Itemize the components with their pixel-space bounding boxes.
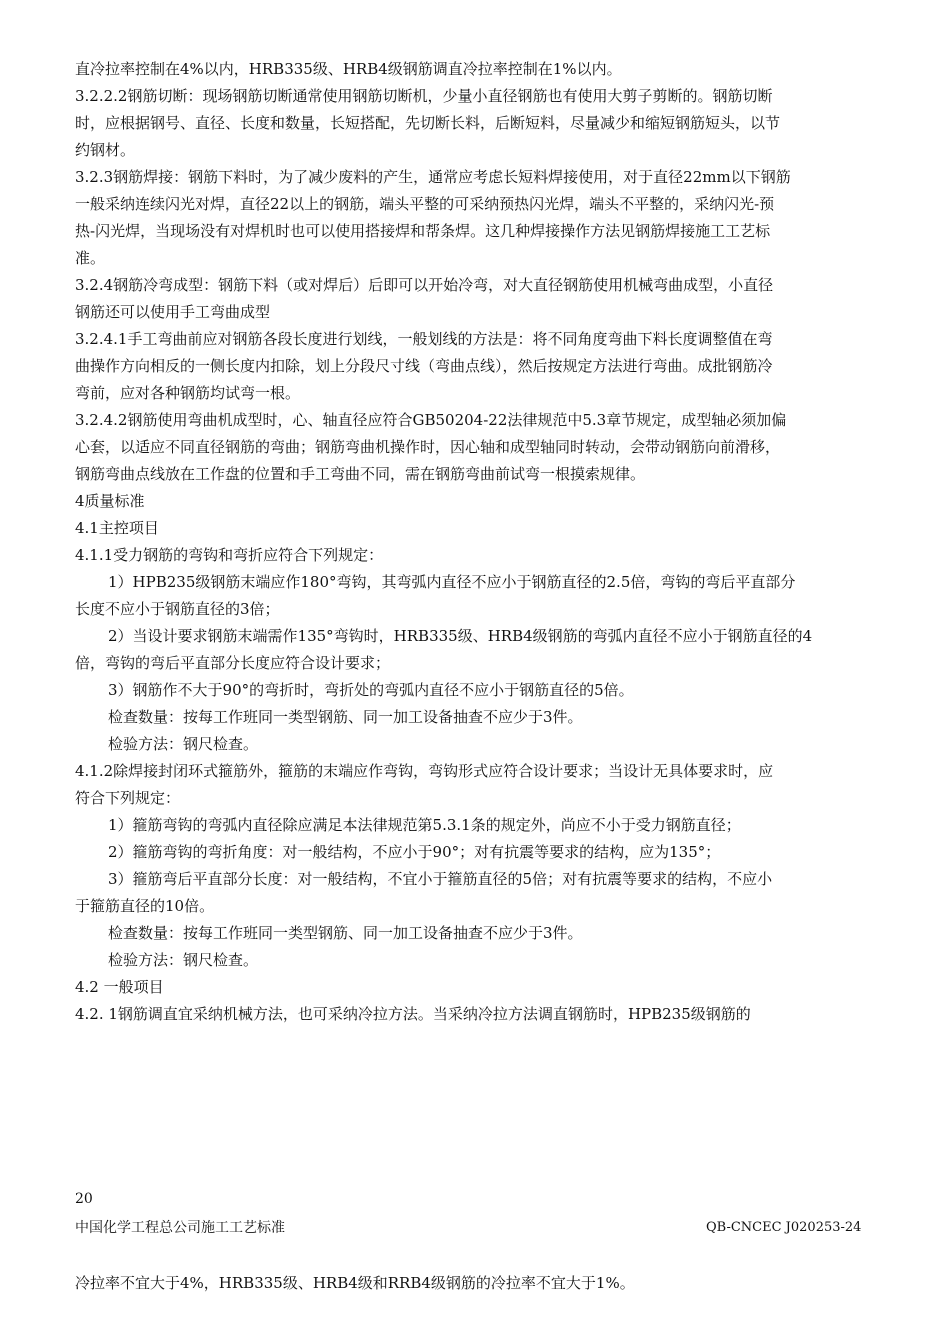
text-line: 直冷拉率控制在4%以内，HRB335级、HRB4级钢筋调直冷拉率控制在1%以内。: [75, 60, 622, 78]
text-line: 于箍筋直径的10倍。: [75, 897, 215, 915]
subsection-heading: 4.1主控项目: [75, 519, 159, 537]
section-heading: 4质量标准: [75, 492, 145, 510]
continuation-text: 冷拉率不宜大于4%，HRB335级、HRB4级和RRB4级钢筋的冷拉率不宜大于1%。: [75, 1274, 635, 1292]
text-line: 约钢材。: [75, 141, 136, 159]
list-item: 2）当设计要求钢筋末端需作135°弯钩时，HRB335级、HRB4级钢筋的弯弧内直径不应小于钢筋直径的4: [108, 627, 813, 645]
text-line: 曲操作方向相反的一侧长度内扣除，划上分段尺寸线（弯曲点线），然后按规定方法进行弯曲。成批钢筋冷: [75, 357, 773, 375]
text-line: 检验方法：钢尺检查。: [108, 735, 259, 753]
text-line: 检验方法：钢尺检查。: [108, 951, 259, 969]
text-line: 一般采纳连续闪光对焊，直径22以上的钢筋，端头平整的可采纳预热闪光焊，端头不平整的，采纳闪光-预: [75, 195, 775, 213]
text-line: 4.2. 1钢筋调直宜采纳机械方法，也可采纳冷拉方法。当采纳冷拉方法调直钢筋时，HPB235级钢筋的: [75, 1005, 751, 1023]
footer-code: QB-CNCEC J020253-24: [706, 1220, 862, 1235]
list-item: 2）箍筋弯钩的弯折角度：对一般结构，不应小于90°；对有抗震等要求的结构，应为135°；: [108, 843, 721, 861]
text-line: 符合下列规定：: [75, 789, 181, 807]
text-line: 检查数量：按每工作班同一类型钢筋、同一加工设备抽查不应少于3件。: [108, 924, 583, 942]
text-line: 3.2.2.2钢筋切断：现场钢筋切断通常使用钢筋切断机，少量小直径钢筋也有使用大剪子剪断的。钢筋切断: [75, 87, 773, 105]
list-item: 3）箍筋弯后平直部分长度：对一般结构，不宜小于箍筋直径的5倍；对有抗震等要求的结构，不应小: [108, 870, 773, 888]
list-item: 1）箍筋弯钩的弯弧内直径除应满足本法律规范第5.3.1条的规定外，尚应不小于受力钢筋直径；: [108, 816, 741, 834]
text-line: 长度不应小于钢筋直径的3倍；: [75, 600, 280, 618]
text-line: 热-闪光焊，当现场没有对焊机时也可以使用搭接焊和帮条焊。这几种焊接操作方法见钢筋焊接施工工艺标: [75, 222, 771, 240]
text-line: 时，应根据钢号、直径、长度和数量，长短搭配，先切断长料，后断短料，尽量减少和缩短钢筋短头，以节: [75, 114, 781, 132]
footer-title: 中国化学工程总公司施工工艺标准: [75, 1220, 285, 1236]
text-line: 4.1.2除焊接封闭环式箍筋外，箍筋的末端应作弯钩，弯钩形式应符合设计要求；当设计无具体要求时，应: [75, 762, 774, 780]
page-number: 20: [75, 1191, 93, 1207]
text-line: 3.2.4.2钢筋使用弯曲机成型时，心、轴直径应符合GB50204-22法律规范中5.3章节规定，成型轴必须加偏: [75, 411, 787, 429]
text-line: 4.1.1受力钢筋的弯钩和弯折应符合下列规定：: [75, 546, 384, 564]
text-line: 3.2.4.1手工弯曲前应对钢筋各段长度进行划线，一般划线的方法是：将不同角度弯曲下料长度调整值在弯: [75, 330, 773, 348]
text-line: 检查数量：按每工作班同一类型钢筋、同一加工设备抽查不应少于3件。: [108, 708, 583, 726]
text-line: 3.2.4钢筋冷弯成型：钢筋下料（或对焊后）后即可以开始冷弯，对大直径钢筋使用机械弯曲成型，小直径: [75, 276, 774, 294]
text-line: 准。: [75, 249, 106, 267]
text-line: 3.2.3钢筋焊接：钢筋下料时，为了减少废料的产生，通常应考虑长短料焊接使用，对于直径22mm以下钢筋: [75, 168, 791, 186]
text-line: 弯前，应对各种钢筋均试弯一根。: [75, 384, 301, 402]
list-item: 1）HPB235级钢筋末端应作180°弯钩，其弯弧内直径不应小于钢筋直径的2.5倍，弯钩的弯后平直部分: [108, 573, 796, 591]
subsection-heading: 4.2 一般项目: [75, 978, 164, 996]
list-item: 3）钢筋作不大于90°的弯折时，弯折处的弯弧内直径不应小于钢筋直径的5倍。: [108, 681, 634, 699]
document-body: [75, 56, 880, 1028]
text-line: 倍，弯钩的弯后平直部分长度应符合设计要求；: [75, 654, 391, 672]
text-line: 心套，以适应不同直径钢筋的弯曲；钢筋弯曲机操作时，因心轴和成型轴同时转动，会带动钢筋向前滑移，: [75, 438, 781, 456]
text-line: 钢筋还可以使用手工弯曲成型: [75, 303, 271, 321]
text-line: 钢筋弯曲点线放在工作盘的位置和手工弯曲不同，需在钢筋弯曲前试弯一根摸索规律。: [75, 465, 646, 483]
